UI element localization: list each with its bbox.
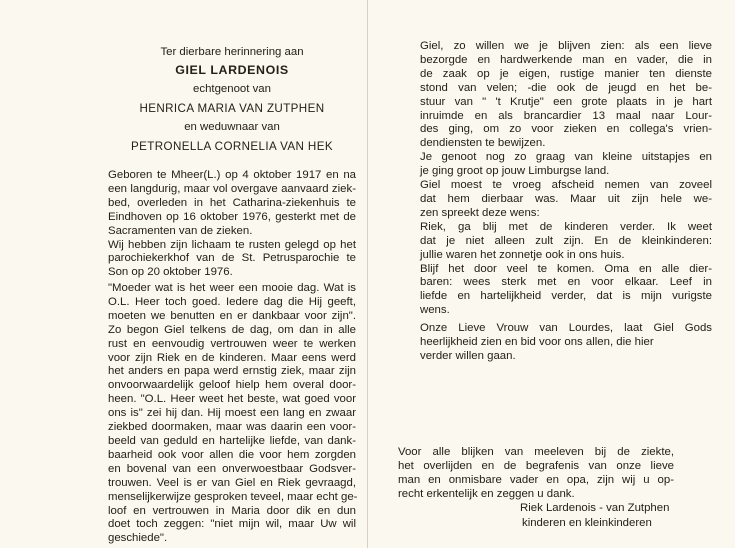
spouse-name: HENRICA MARIA VAN ZUTPHEN (139, 102, 325, 115)
quote-line: ziekbed doormaken, maar was daarin een voor- (108, 421, 356, 434)
biography-line: Wij hebben zijn lichaam te rusten gelegd op het (108, 238, 356, 251)
signature-line: kinderen en kleinkinderen (522, 517, 652, 529)
quote-line: loof en vertrouwen in Maria door dik en dun (108, 504, 356, 517)
tribute-line: de zaak op je eigen, rustige manier ten dienste (420, 67, 712, 80)
quote-line: moeten we benutten en er dankbaar voor zijn". (108, 309, 356, 322)
tribute-line: dat hem dierbaar was. Maar uit zijn hele we- (420, 192, 712, 205)
quote-line: doet toch zeggen: "niet mijn wil, maar Uw wil (108, 518, 356, 531)
card-heading (108, 46, 356, 159)
tribute-line: stond van velen; -die ook de jeugd en het be- (420, 81, 712, 94)
thanks-line: man en onmisbare vader en opa, zijn wij u op- (398, 473, 674, 486)
tribute-line: Giel, zo willen we je blijven zien: als een lieve (420, 40, 712, 52)
tribute-line: zen spreekt deze wens: (420, 206, 540, 219)
tribute-line: liefde en hartelijkheid verder, dat is mijn vurigste (420, 290, 712, 303)
biography-line: Son op 20 oktober 1976. (108, 266, 233, 279)
quote-paragraph (108, 282, 356, 546)
deceased-name: GIEL LARDENOIS (175, 63, 289, 77)
quote-line: en bovenal van een onverwoestbaar Godsver- (108, 462, 356, 475)
quote-line: "Moeder wat is het weer een mooie dag. Wat is (108, 282, 356, 294)
intro-text: Ter dierbare herinnering aan (160, 46, 304, 58)
tribute-line: Giel moest te vroeg afscheid nemen van zoveel (420, 179, 712, 192)
biography-line: Sacramenten van de zieken. (108, 224, 253, 237)
biography-line: Eindhoven op 16 oktober 1976, gesterkt met de (108, 210, 356, 223)
quote-line: ons is" zei hij dan. Hij moest een lang en zwaar (108, 407, 356, 420)
thanks-line: het overlijden en de begrafenis van onze lieve (398, 459, 674, 472)
tribute-line: jullie waren het zonnetje ook in ons huis. (420, 248, 625, 261)
signature (520, 502, 710, 531)
tribute-line: inruimde en als brancardier 13 maal naar Lour- (420, 109, 712, 122)
prayer-line: verder willen gaan. (420, 349, 516, 362)
prayer-line: heerlijkheid zien en bid voor ons allen, die hier (420, 335, 654, 348)
biography (108, 169, 356, 280)
thanks-line: recht erkentelijk en zeggen u dank. (398, 487, 575, 500)
biography-line: parochiekerkhof van de St. Petrusparochie te (108, 252, 356, 265)
quote-line: trouwen. Veel is er van Giel en Riek gevraagd, (108, 476, 356, 489)
tribute-line: dendiensten te bewijzen. (420, 137, 546, 150)
biography-line: bed, overleden in het Catharina-ziekenhuis te (108, 196, 356, 209)
prayer-line: Onze Lieve Vrouw van Lourdes, laat Giel Gods (420, 322, 712, 334)
tribute-line: baren: wees sterk met en voor elkaar. Leef in (420, 276, 712, 289)
tribute-line: Riek, ga blij met de kinderen verder. Ik weet (420, 220, 712, 233)
thanks-note (398, 446, 674, 502)
quote-line: het anders en papa werd ernstig ziek, maar zijn (108, 365, 356, 378)
card-fold-line (367, 0, 368, 548)
tribute-line: Blijf het door veel te komen. Oma en alle dier- (420, 262, 712, 275)
signature-line: Riek Lardenois - van Zutphen (520, 502, 670, 514)
tribute-line: Je genoot nog zo graag van kleine uitstapjes en (420, 151, 712, 164)
biography-line: een langdurig, maar vol overgave aanvaard ziek- (108, 182, 356, 195)
tribute-line: bezorgde en hardwerkende man en vader, die in (420, 53, 712, 66)
quote-line: O.L. Heer toch goed. Iedere dag die Hij geeft, (108, 295, 356, 308)
tribute-line: je ging groot op jouw Limburgse land. (420, 165, 610, 178)
quote-line: baarheid ook voor allen die voor hem zorgden (108, 448, 356, 461)
tribute-paragraph (420, 40, 712, 318)
quote-line: heen. "O.L. Heer weet het beste, wat goed voor (108, 393, 356, 406)
tribute-line: wens. (420, 304, 450, 317)
prayer (420, 322, 712, 364)
tribute-line: des ging, om zo voor zieken en collega's vrien- (420, 123, 712, 136)
late-wife-name: PETRONELLA CORNELIA VAN HEK (131, 140, 333, 153)
spouse-label: echtgenoot van (193, 83, 271, 95)
quote-line: menselijkerwijze gesproken teveel, maar echt ge- (108, 490, 358, 503)
quote-line: geschiede". (108, 532, 168, 545)
quote-line: beeld van geduld en hartelijke liefde, van dank- (108, 434, 356, 447)
thanks-line: Voor alle blijken van meeleven bij de ziekte, (398, 446, 674, 458)
tribute-line: stuur van " 't Krutje" een grote plaats in je hart (420, 95, 712, 108)
quote-line: onvoorwaardelijk geloof hielp hem overal door- (108, 379, 356, 392)
quote-line: voor zijn Riek en de kinderen. Maar eens werd (108, 351, 356, 364)
tribute-line: dat je niet alleen zult zijn. En de kleinkinderen: (420, 234, 712, 247)
quote-line: rust en eenvoudig vertrouwen weer te werken (108, 337, 356, 350)
biography-line: Geboren te Mheer(L.) op 4 oktober 1917 en na (108, 169, 356, 181)
widower-label: en weduwnaar van (184, 121, 280, 133)
quote-line: Zo begon Giel telkens de dag, om dan in alle (108, 323, 356, 336)
